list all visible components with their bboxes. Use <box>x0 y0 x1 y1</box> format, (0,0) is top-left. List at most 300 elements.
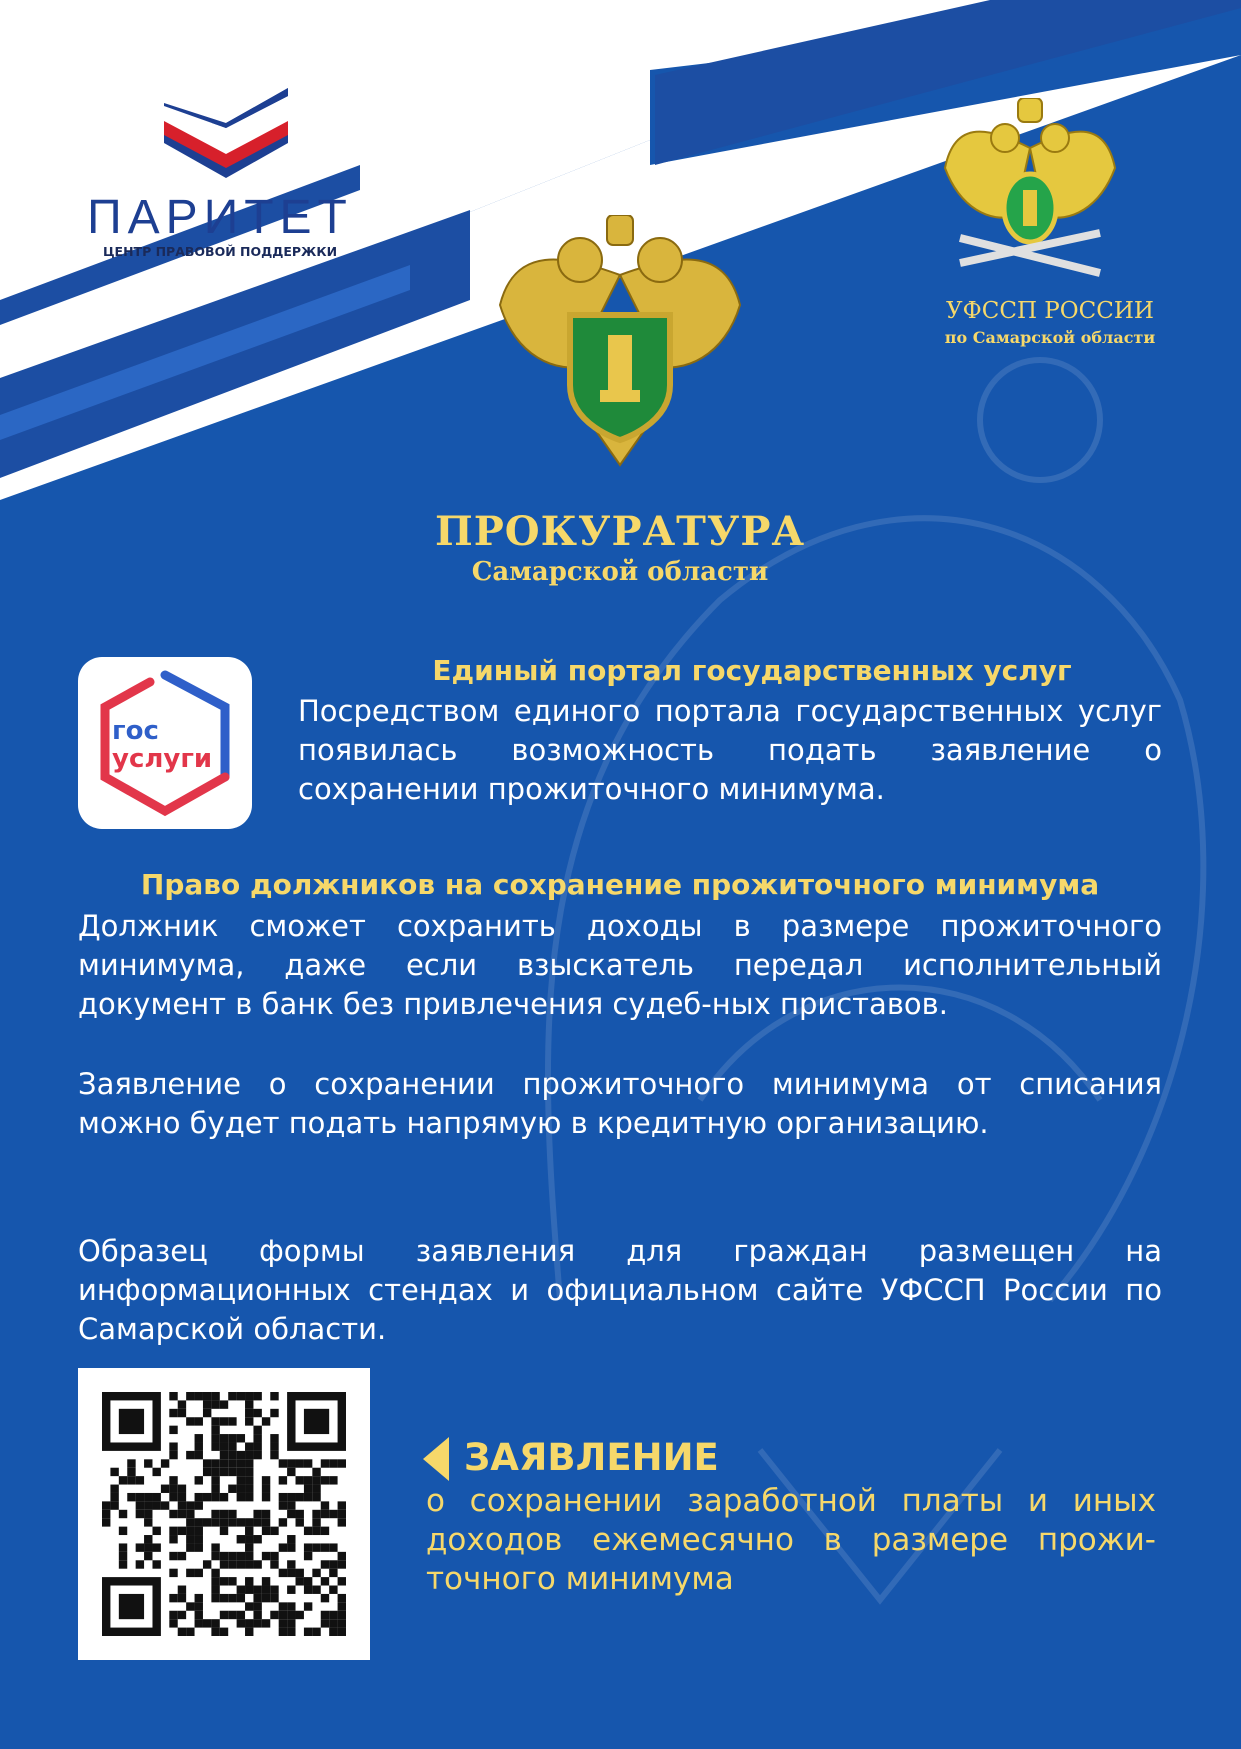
qr-module <box>304 1459 312 1467</box>
qr-module <box>152 1501 160 1509</box>
qr-module <box>253 1586 261 1594</box>
qr-module <box>186 1510 194 1518</box>
qr-module <box>178 1594 186 1602</box>
qr-module <box>245 1560 253 1568</box>
qr-module <box>127 1459 135 1467</box>
qr-module <box>119 1552 127 1560</box>
qr-module <box>136 1560 144 1568</box>
qr-module <box>253 1442 261 1450</box>
qr-module <box>312 1518 320 1526</box>
qr-module <box>152 1560 160 1568</box>
arrow-left-icon <box>423 1437 449 1481</box>
paritet-title: ПАРИТЕТ <box>87 191 353 244</box>
qr-module <box>287 1619 295 1627</box>
qr-module <box>203 1400 211 1408</box>
qr-module <box>144 1543 152 1551</box>
qr-module <box>245 1577 253 1585</box>
qr-module <box>195 1493 203 1501</box>
qr-module <box>110 1501 118 1509</box>
qr-module <box>253 1535 261 1543</box>
qr-module <box>338 1459 346 1467</box>
qr-module <box>253 1518 261 1526</box>
qr-module <box>237 1493 245 1501</box>
qr-module <box>220 1510 228 1518</box>
qr-module <box>253 1409 261 1417</box>
qr-module <box>237 1619 245 1627</box>
qr-module <box>220 1611 228 1619</box>
qr-module <box>228 1577 236 1585</box>
qr-module <box>102 1510 110 1518</box>
qr-module <box>329 1510 337 1518</box>
qr-module <box>186 1518 194 1526</box>
qr-module <box>262 1577 270 1585</box>
qr-module <box>228 1485 236 1493</box>
qr-module <box>169 1451 177 1459</box>
qr-module <box>119 1510 127 1518</box>
rights-heading: Право должников на сохранение прожиточного минимума <box>140 868 1100 901</box>
qr-module <box>304 1577 312 1585</box>
qr-module <box>245 1628 253 1636</box>
qr-module <box>169 1493 177 1501</box>
qr-module <box>253 1510 261 1518</box>
qr-module <box>245 1409 253 1417</box>
qr-module <box>253 1451 261 1459</box>
qr-module <box>245 1485 253 1493</box>
qr-module <box>338 1594 346 1602</box>
qr-module <box>245 1543 253 1551</box>
qr-module <box>195 1518 203 1526</box>
qr-module <box>220 1594 228 1602</box>
qr-module <box>253 1611 261 1619</box>
qr-module <box>220 1434 228 1442</box>
qr-module <box>237 1535 245 1543</box>
qr-module <box>228 1552 236 1560</box>
qr-module <box>253 1392 261 1400</box>
qr-module <box>161 1485 169 1493</box>
qr-module <box>178 1628 186 1636</box>
qr-code[interactable] <box>78 1368 370 1660</box>
qr-module <box>253 1594 261 1602</box>
gosuslugi-line2: услуги <box>112 744 213 774</box>
qr-module <box>169 1442 177 1450</box>
qr-module <box>169 1594 177 1602</box>
qr-module <box>211 1569 219 1577</box>
qr-module <box>195 1501 203 1509</box>
qr-module <box>270 1611 278 1619</box>
qr-module <box>245 1476 253 1484</box>
qr-module <box>338 1619 346 1627</box>
qr-module <box>186 1451 194 1459</box>
qr-module <box>237 1434 245 1442</box>
qr-module <box>245 1535 253 1543</box>
qr-module <box>211 1493 219 1501</box>
qr-module <box>329 1628 337 1636</box>
qr-module <box>312 1586 320 1594</box>
qr-module <box>245 1459 253 1467</box>
qr-module <box>237 1611 245 1619</box>
qr-module <box>228 1459 236 1467</box>
qr-module <box>262 1476 270 1484</box>
qr-module <box>296 1459 304 1467</box>
fssp-subtitle: по Самарской области <box>944 328 1156 347</box>
qr-module <box>203 1409 211 1417</box>
qr-module <box>195 1476 203 1484</box>
sample-form-text: Образец формы заявления для граждан размещен на информационных стендах и официальном сайте УФССП России по Самарской области. <box>78 1234 1162 1346</box>
qr-module <box>312 1476 320 1484</box>
qr-module <box>119 1527 127 1535</box>
qr-module <box>287 1602 295 1610</box>
qr-module <box>321 1527 329 1535</box>
qr-module <box>312 1485 320 1493</box>
qr-module <box>287 1459 295 1467</box>
qr-module <box>110 1485 118 1493</box>
paritet-subtitle: ЦЕНТР ПРАВОВОЙ ПОДДЕРЖКИ <box>102 244 338 259</box>
gosuslugi-line1: гос <box>112 716 159 746</box>
prosecutor-subtitle: Самарской области <box>471 557 769 587</box>
qr-module <box>119 1594 144 1619</box>
portal-text: Посредством единого портала государственных услуг появилась возможность подать заявление о сохранении прожиточного минимума. <box>298 694 1162 806</box>
qr-module <box>253 1426 261 1434</box>
qr-module <box>152 1527 160 1535</box>
qr-module <box>211 1586 219 1594</box>
fssp-title: УФССП РОССИИ <box>946 298 1154 324</box>
qr-module <box>228 1594 236 1602</box>
qr-module <box>329 1459 337 1467</box>
qr-module <box>245 1518 253 1526</box>
qr-module <box>220 1442 228 1450</box>
qr-module <box>220 1468 228 1476</box>
qr-module <box>178 1400 186 1408</box>
qr-module <box>186 1569 194 1577</box>
application-text: о сохранении заработной платы и иных доходов ежемесячно в размере прожи-точного минимума <box>426 1483 1156 1597</box>
qr-module <box>195 1535 203 1543</box>
qr-module <box>127 1476 135 1484</box>
qr-module <box>270 1409 278 1417</box>
qr-module <box>220 1628 228 1636</box>
qr-module <box>304 1476 312 1484</box>
qr-module <box>245 1400 253 1408</box>
qr-module <box>338 1560 346 1568</box>
qr-module <box>321 1501 329 1509</box>
qr-module <box>144 1552 152 1560</box>
qr-module <box>279 1518 287 1526</box>
qr-module <box>211 1476 219 1484</box>
qr-module <box>321 1577 329 1585</box>
rights-paragraph-2: Заявление о сохранении прожиточного минимума от списания можно будет подать напрямую в кредитную организацию. <box>78 1067 1162 1140</box>
qr-module <box>304 1552 312 1560</box>
qr-module <box>186 1535 194 1543</box>
qr-module <box>296 1510 304 1518</box>
qr-module <box>304 1527 312 1535</box>
qr-module <box>304 1602 312 1610</box>
fssp-emblem-icon <box>940 98 1120 293</box>
qr-module <box>338 1518 346 1526</box>
qr-module <box>338 1510 346 1518</box>
qr-module <box>144 1535 152 1543</box>
qr-module <box>178 1493 186 1501</box>
qr-module <box>228 1434 236 1442</box>
qr-module <box>279 1459 287 1467</box>
qr-module <box>237 1392 245 1400</box>
qr-module <box>279 1569 287 1577</box>
qr-module <box>211 1518 219 1526</box>
qr-module <box>270 1442 278 1450</box>
qr-module <box>287 1510 295 1518</box>
qr-module <box>262 1493 270 1501</box>
qr-module <box>186 1392 194 1400</box>
prosecutor-title: ПРОКУРАТУРА <box>434 508 806 555</box>
qr-module <box>144 1510 152 1518</box>
qr-module <box>321 1611 329 1619</box>
qr-module <box>287 1543 295 1551</box>
qr-module <box>296 1569 304 1577</box>
qr-module <box>169 1476 177 1484</box>
qr-module <box>178 1586 186 1594</box>
qr-module <box>228 1510 236 1518</box>
qr-module <box>178 1527 186 1535</box>
qr-module <box>312 1510 320 1518</box>
qr-module <box>287 1611 295 1619</box>
qr-module <box>321 1476 329 1484</box>
qr-module <box>312 1493 320 1501</box>
qr-module <box>279 1602 287 1610</box>
qr-module <box>211 1417 219 1425</box>
qr-module <box>262 1527 270 1535</box>
qr-module <box>279 1619 287 1627</box>
qr-module <box>296 1611 304 1619</box>
qr-module <box>237 1485 245 1493</box>
qr-module <box>270 1451 278 1459</box>
qr-code-icon <box>102 1392 346 1636</box>
qr-module <box>287 1535 295 1543</box>
portal-heading: Единый портал государственных услуг <box>432 654 1072 687</box>
qr-module <box>245 1451 253 1459</box>
qr-module <box>304 1543 312 1551</box>
qr-module <box>262 1510 270 1518</box>
qr-module <box>211 1619 219 1627</box>
application-title: ЗАЯВЛЕНИЕ <box>464 1436 719 1479</box>
qr-module <box>220 1400 228 1408</box>
qr-module <box>245 1442 253 1450</box>
qr-module <box>338 1577 346 1585</box>
qr-module <box>287 1501 295 1509</box>
qr-module <box>228 1518 236 1526</box>
qr-module <box>220 1527 228 1535</box>
qr-module <box>211 1392 219 1400</box>
qr-module <box>169 1485 177 1493</box>
qr-module <box>270 1434 278 1442</box>
qr-module <box>338 1628 346 1636</box>
qr-module <box>110 1468 118 1476</box>
qr-module <box>169 1611 177 1619</box>
qr-module <box>136 1510 144 1518</box>
qr-module <box>287 1569 295 1577</box>
qr-module <box>169 1535 177 1543</box>
qr-module <box>211 1400 219 1408</box>
qr-module <box>102 1501 110 1509</box>
qr-module <box>321 1560 329 1568</box>
qr-module <box>262 1518 270 1526</box>
qr-module <box>338 1501 346 1509</box>
qr-module <box>169 1619 177 1627</box>
qr-module <box>237 1468 245 1476</box>
qr-module <box>195 1619 203 1627</box>
qr-module <box>119 1409 144 1434</box>
qr-module <box>144 1459 152 1467</box>
qr-module <box>253 1434 261 1442</box>
qr-module <box>195 1543 203 1551</box>
qr-module <box>262 1619 270 1627</box>
qr-module <box>169 1510 177 1518</box>
gosuslugi-logo-icon <box>78 657 252 829</box>
qr-module <box>152 1543 160 1551</box>
qr-module <box>136 1476 144 1484</box>
qr-module <box>136 1501 144 1509</box>
qr-module <box>136 1493 144 1501</box>
qr-module <box>237 1518 245 1526</box>
qr-module <box>279 1611 287 1619</box>
qr-module <box>203 1619 211 1627</box>
qr-module <box>169 1409 177 1417</box>
qr-module <box>312 1569 320 1577</box>
qr-module <box>287 1560 295 1568</box>
qr-module <box>127 1493 135 1501</box>
qr-module <box>195 1451 203 1459</box>
qr-module <box>152 1493 160 1501</box>
qr-module <box>178 1611 186 1619</box>
qr-module <box>211 1594 219 1602</box>
qr-module <box>178 1501 186 1509</box>
qr-module <box>119 1560 127 1568</box>
qr-module <box>161 1459 169 1467</box>
qr-module <box>220 1451 228 1459</box>
qr-module <box>245 1417 253 1425</box>
qr-module <box>245 1619 253 1627</box>
qr-module <box>228 1560 236 1568</box>
qr-module <box>304 1628 312 1636</box>
qr-module <box>237 1451 245 1459</box>
qr-module <box>279 1628 287 1636</box>
qr-module <box>287 1468 295 1476</box>
qr-module <box>296 1476 304 1484</box>
qr-module <box>186 1501 194 1509</box>
qr-module <box>329 1569 337 1577</box>
qr-module <box>321 1459 329 1467</box>
qr-module <box>329 1560 337 1568</box>
qr-module <box>102 1518 110 1526</box>
qr-module <box>203 1392 211 1400</box>
qr-module <box>211 1552 219 1560</box>
qr-module <box>296 1518 304 1526</box>
qr-module <box>186 1527 194 1535</box>
qr-module <box>195 1392 203 1400</box>
qr-module <box>245 1602 253 1610</box>
qr-module <box>211 1426 219 1434</box>
qr-module <box>338 1602 346 1610</box>
qr-module <box>245 1586 253 1594</box>
qr-module <box>119 1476 127 1484</box>
qr-module <box>186 1602 194 1610</box>
qr-module <box>270 1392 278 1400</box>
qr-module <box>237 1586 245 1594</box>
qr-module <box>237 1476 245 1484</box>
qr-module <box>211 1442 219 1450</box>
qr-module <box>245 1468 253 1476</box>
qr-module <box>253 1619 261 1627</box>
qr-module <box>169 1569 177 1577</box>
qr-module <box>287 1628 295 1636</box>
qr-module <box>270 1560 278 1568</box>
qr-module <box>312 1543 320 1551</box>
qr-module <box>203 1560 211 1568</box>
qr-module <box>228 1442 236 1450</box>
qr-module <box>195 1602 203 1610</box>
qr-module <box>262 1594 270 1602</box>
qr-module <box>228 1611 236 1619</box>
qr-module <box>195 1594 203 1602</box>
qr-module <box>144 1501 152 1509</box>
qr-module <box>321 1543 329 1551</box>
qr-module <box>270 1527 278 1535</box>
qr-module <box>178 1409 186 1417</box>
qr-module <box>321 1594 329 1602</box>
qr-module <box>312 1527 320 1535</box>
qr-module <box>203 1518 211 1526</box>
prosecutor-emblem-icon <box>495 215 745 485</box>
qr-module <box>211 1577 219 1585</box>
qr-module <box>144 1493 152 1501</box>
qr-module <box>262 1485 270 1493</box>
qr-module <box>220 1459 228 1467</box>
qr-module <box>287 1493 295 1501</box>
rights-paragraph-1: Должник сможет сохранить доходы в размере прожиточного минимума, даже если взыскатель передал исполнительный документ в банк без привлечения судеб-ных приставов. <box>78 909 1162 1021</box>
qr-module <box>312 1468 320 1476</box>
qr-module <box>144 1518 152 1526</box>
qr-module <box>161 1501 169 1509</box>
qr-module <box>220 1577 228 1585</box>
qr-module <box>237 1560 245 1568</box>
qr-module <box>119 1543 127 1551</box>
qr-module <box>169 1392 177 1400</box>
qr-module <box>338 1552 346 1560</box>
qr-module <box>136 1543 144 1551</box>
qr-module <box>245 1527 253 1535</box>
qr-module <box>186 1628 194 1636</box>
qr-module <box>186 1543 194 1551</box>
gosuslugi-hexagon-icon <box>90 667 240 819</box>
qr-module <box>203 1468 211 1476</box>
qr-module <box>228 1392 236 1400</box>
qr-module <box>279 1476 287 1484</box>
qr-module <box>211 1468 219 1476</box>
qr-module <box>270 1552 278 1560</box>
qr-module <box>195 1434 203 1442</box>
qr-module <box>211 1434 219 1442</box>
qr-module <box>228 1417 236 1425</box>
qr-module <box>253 1560 261 1568</box>
qr-module <box>321 1510 329 1518</box>
qr-module <box>211 1485 219 1493</box>
qr-module <box>253 1602 261 1610</box>
qr-module <box>152 1468 160 1476</box>
qr-module <box>228 1451 236 1459</box>
qr-module <box>279 1543 287 1551</box>
russian-flag-check-icon <box>164 88 288 188</box>
qr-module <box>304 1409 329 1434</box>
qr-module <box>329 1611 337 1619</box>
qr-module <box>211 1628 219 1636</box>
qr-module <box>296 1493 304 1501</box>
